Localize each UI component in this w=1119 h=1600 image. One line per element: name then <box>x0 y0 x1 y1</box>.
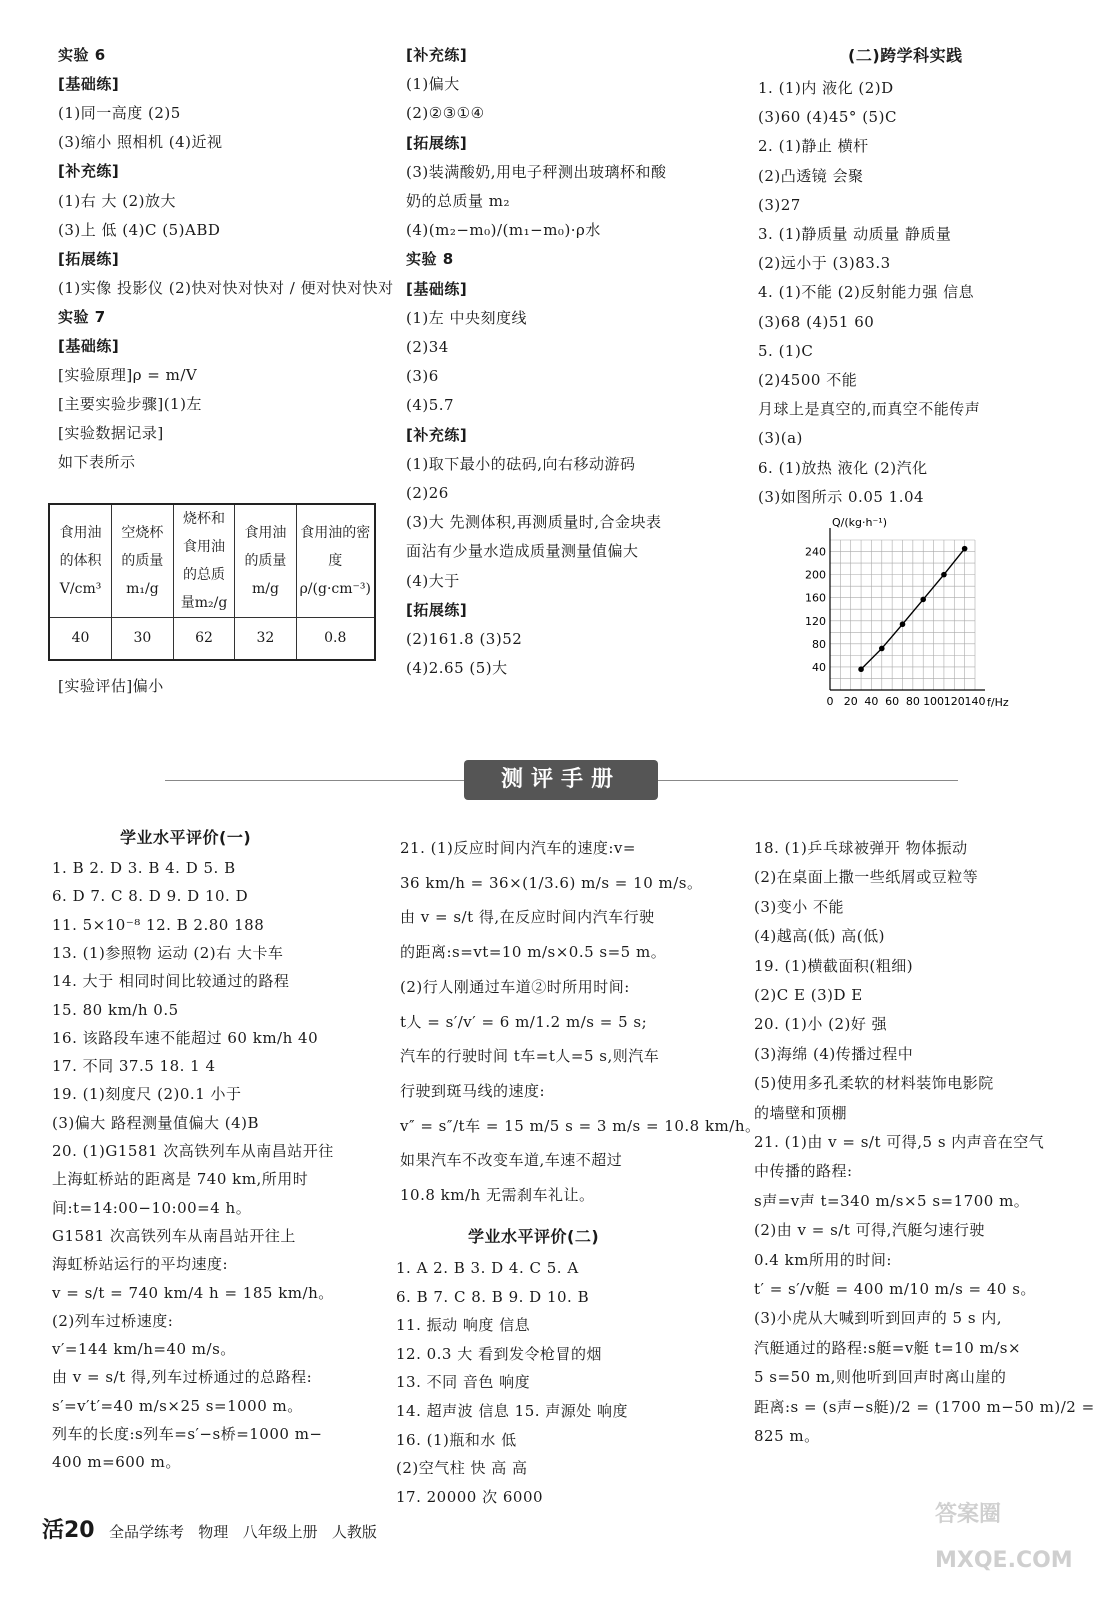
x-axis-label: f/Hz <box>987 696 1009 709</box>
x-tick-label: 140 <box>964 695 986 708</box>
answer-line: (4)大于 <box>406 571 460 590</box>
answer-line: 月球上是真空的,而真空不能传声 <box>758 400 981 419</box>
answer-line: (2)26 <box>406 484 449 502</box>
answer-line: (1)右 大 (2)放大 <box>58 191 177 210</box>
footer-grade: 八年级上册 <box>242 1523 318 1541</box>
answer-line: (3)变小 不能 <box>754 897 845 916</box>
answer-line: (3)缩小 照相机 (4)近视 <box>58 133 223 152</box>
y-tick-label: 120 <box>805 614 826 628</box>
answer-line: 4. (1)不能 (2)反射能力强 信息 <box>758 283 975 302</box>
answer-line: t人 = s′/v′ = 6 m/1.2 m/s = 5 s; <box>400 1012 648 1031</box>
answer-line: (2)由 v = s/t 可得,汽艇匀速行驶 <box>754 1221 985 1240</box>
answer-line: (2)凸透镜 会聚 <box>758 166 864 185</box>
answer-line: [实验原理]ρ = m/V <box>58 366 198 385</box>
answer-line: (1)偏大 <box>406 75 460 94</box>
footer-edition: 人教版 <box>331 1523 377 1541</box>
x-tick-label: 80 <box>905 695 920 708</box>
answer-line: v′=144 km/h=40 m/s。 <box>52 1340 236 1359</box>
y-tick-label: 200 <box>805 568 826 582</box>
answer-line: [拓展练] <box>58 249 120 268</box>
answer-line: 由 v = s/t 得,在反应时间内汽车行驶 <box>400 908 655 927</box>
answer-line: 20. (1)小 (2)好 强 <box>754 1015 888 1034</box>
answer-line: (2)列车过桥速度: <box>52 1311 174 1330</box>
eval2-title: 学业水平评价(二) <box>468 1227 600 1246</box>
answer-line: 的距离:s=vt=10 m/s×0.5 s=5 m。 <box>400 943 667 962</box>
answer-line: 6. B 7. C 8. B 9. D 10. B <box>396 1287 590 1306</box>
answer-line: 19. (1)刻度尺 (2)0.1 小于 <box>52 1085 242 1104</box>
answer-line: [补充练] <box>406 46 468 64</box>
y-tick-label: 160 <box>805 591 826 605</box>
answer-line: 由 v = s/t 得,列车过桥通过的总路程: <box>52 1368 313 1387</box>
answer-line: 11. 5×10⁻⁸ 12. B 2.80 188 <box>52 915 265 934</box>
answer-line: 36 km/h = 36×(1/3.6) m/s = 10 m/s。 <box>400 873 703 892</box>
answer-line: (4)2.65 (5)大 <box>406 659 508 678</box>
x-tick-label: 100 <box>923 695 945 708</box>
answer-line: 距离:s = (s声−s艇)/2 = (1700 m−50 m)/2 = <box>754 1397 1095 1416</box>
answer-line: 行驶到斑马线的速度: <box>400 1081 546 1100</box>
data-table <box>48 503 376 661</box>
answer-line: [拓展练] <box>406 133 468 152</box>
answer-line: v = s/t = 740 km/4 h = 185 km/h。 <box>52 1283 334 1302</box>
answer-line: (3)6 <box>406 367 439 386</box>
answer-line: 16. 该路段车速不能超过 60 km/h 40 <box>52 1028 319 1047</box>
divider-right <box>658 780 958 781</box>
answer-line: (3)偏大 路程测量值偏大 (4)B <box>52 1113 260 1132</box>
answer-line: [基础练] <box>406 279 468 298</box>
answer-line: (2)②③①④ <box>406 104 485 123</box>
table-header: 空烧杯的质量m₁/g <box>112 504 174 618</box>
data-point <box>920 597 926 603</box>
data-point <box>879 646 885 652</box>
answer-line: 10.8 km/h 无需刹车礼让。 <box>400 1186 595 1204</box>
answer-line: [拓展练] <box>406 600 468 619</box>
answer-line: 实验 7 <box>58 307 106 326</box>
answer-line: t′ = s′/v艇 = 400 m/10 m/s = 40 s。 <box>754 1280 1036 1298</box>
divider-left <box>165 780 464 781</box>
answer-line: (3)60 (4)45° (5)C <box>758 108 897 127</box>
answer-line: 825 m。 <box>754 1427 820 1445</box>
answer-line: (2)空气柱 快 高 高 <box>396 1459 528 1478</box>
y-tick-label: 80 <box>812 637 826 651</box>
answer-line: 2. (1)静止 横杆 <box>758 137 869 156</box>
answer-line: 13. 不同 音色 响度 <box>396 1373 531 1392</box>
answer-line: (3)上 低 (4)C (5)ABD <box>58 220 221 239</box>
answer-line: (2)34 <box>406 338 449 356</box>
answer-line: s′=v′t′=40 m/s×25 s=1000 m。 <box>52 1396 303 1415</box>
answer-line: (3)大 先测体积,再测质量时,合金块表 <box>406 513 662 532</box>
answer-line: 21. (1)由 v = s/t 可得,5 s 内声音在空气 <box>754 1133 1045 1151</box>
answer-line: [补充练] <box>406 425 468 444</box>
answer-line: 21. (1)反应时间内汽车的速度:v= <box>400 839 636 857</box>
answer-line: 1. A 2. B 3. D 4. C 5. A <box>396 1259 579 1277</box>
answer-line: [主要实验步骤](1)左 <box>58 395 202 414</box>
answer-line: 中传播的路程: <box>754 1162 853 1181</box>
x-tick-label: 0 <box>826 695 834 708</box>
x-tick-label: 40 <box>864 695 879 708</box>
answer-line: (5)使用多孔柔软的材料装饰电影院 <box>754 1074 994 1093</box>
answer-line: (3)68 (4)51 60 <box>758 312 875 331</box>
answer-line: (2)4500 不能 <box>758 371 858 389</box>
answer-line: G1581 次高铁列车从南昌站开往上 <box>52 1226 296 1245</box>
answer-line: 12. 0.3 大 看到发令枪冒的烟 <box>396 1344 603 1363</box>
data-point <box>941 572 947 578</box>
answer-line: 汽艇通过的路程:s艇=v艇 t=10 m/s× <box>754 1338 1022 1357</box>
answer-line: s声=v声 t=340 m/s×5 s=1700 m。 <box>754 1191 1030 1210</box>
answer-line: 面沾有少量水造成质量测量值偏大 <box>406 542 639 561</box>
answer-line: 5. (1)C <box>758 341 814 360</box>
answer-line: [实验数据记录] <box>58 424 164 443</box>
answer-line: (1)同一高度 (2)5 <box>58 104 181 123</box>
x-tick-label: 20 <box>843 695 858 708</box>
footer <box>42 1513 377 1544</box>
answer-line: 5 s=50 m,则他听到回声时离山崖的 <box>754 1368 1007 1387</box>
answer-line: (1)实像 投影仪 (2)快对快对快对 / 便对快对快对 <box>58 278 394 297</box>
answer-line: v″ = s″/t车 = 15 m/5 s = 3 m/s = 10.8 km/h。 <box>400 1116 761 1135</box>
section-title-interdisciplinary: (二)跨学科实践 <box>848 46 963 65</box>
answer-line: (4)(m₂−m₀)/(m₁−m₀)·ρ水 <box>406 221 601 240</box>
table-cell: 32 <box>235 618 296 661</box>
answer-line: 奶的总质量 m₂ <box>406 192 511 210</box>
answer-line: (3)小虎从大喊到听到回声的 5 s 内, <box>754 1309 1003 1328</box>
answer-line: (3)如图所示 0.05 1.04 <box>758 487 925 506</box>
experiment-evaluation: [实验评估]偏小 <box>58 677 164 695</box>
eval1-title: 学业水平评价(一) <box>120 828 252 847</box>
answer-line: (4)5.7 <box>406 396 455 415</box>
answer-line: 列车的长度:s列车=s′−s桥=1000 m− <box>52 1425 323 1443</box>
answer-line: 的墙壁和顶棚 <box>754 1103 848 1122</box>
answer-line: (2)161.8 (3)52 <box>406 630 523 648</box>
answer-line: 17. 20000 次 6000 <box>396 1487 544 1506</box>
answer-line: 海虹桥站运行的平均速度: <box>52 1255 229 1274</box>
answer-line: 如下表所示 <box>58 453 136 472</box>
answer-line: [补充练] <box>58 162 120 181</box>
watermark-logo: 答案圈 MXQE.COM <box>935 1502 1073 1573</box>
table-cell: 40 <box>49 618 112 661</box>
answer-line: (2)远小于 (3)83.3 <box>758 254 891 273</box>
answer-line: 15. 80 km/h 0.5 <box>52 1000 179 1019</box>
answer-line: (3)装满酸奶,用电子秤测出玻璃杯和酸 <box>406 162 667 181</box>
answer-line: (1)左 中央刻度线 <box>406 308 528 327</box>
footer-book: 全品学练考 <box>108 1523 184 1541</box>
answer-line: 0.4 km所用的时间: <box>754 1250 892 1269</box>
answer-line: (3)海绵 (4)传播过程中 <box>754 1044 914 1063</box>
answer-line: (2)行人刚通过车道②时所用时间: <box>400 977 630 996</box>
data-point <box>962 546 968 552</box>
data-point <box>858 666 864 672</box>
answer-line: 汽车的行驶时间 t车=t人=5 s,则汽车 <box>400 1047 660 1066</box>
answer-line: (4)越高(低) 高(低) <box>754 927 885 946</box>
y-tick-label: 240 <box>805 545 826 559</box>
q-f-chart <box>790 515 1030 715</box>
answer-line: 11. 振动 响度 信息 <box>396 1316 531 1335</box>
answer-line: 400 m=600 m。 <box>52 1453 181 1472</box>
answer-line: 3. (1)静质量 动质量 静质量 <box>758 225 952 243</box>
answer-line: 18. (1)乒乓球被弹开 物体振动 <box>754 839 968 857</box>
answer-line: [基础练] <box>58 75 120 94</box>
banner-assessment-handbook: 测评手册 <box>464 760 658 800</box>
answer-line: 实验 8 <box>406 250 454 269</box>
answer-line: 16. (1)瓶和水 低 <box>396 1430 517 1449</box>
answer-line: (3)27 <box>758 195 801 214</box>
answer-line: 6. (1)放热 液化 (2)汽化 <box>758 458 928 477</box>
answer-line: 1. (1)内 液化 (2)D <box>758 79 894 97</box>
table-header: 烧杯和食用油的总质量m₂/g <box>173 504 235 618</box>
x-tick-label: 60 <box>885 695 900 708</box>
y-axis-label: Q/(kg·h⁻¹) <box>832 516 887 529</box>
answer-line: 14. 大于 相同时间比较通过的路程 <box>52 972 290 991</box>
answer-line: 上海虹桥站的距离是 740 km,所用时 <box>52 1170 309 1189</box>
x-tick-label: 120 <box>943 695 965 708</box>
table-cell: 30 <box>112 618 174 661</box>
answer-line: 14. 超声波 信息 15. 声源处 响度 <box>396 1402 629 1420</box>
table-header: 食用油的密度ρ/(g·cm⁻³) <box>296 504 375 618</box>
y-tick-label: 40 <box>812 660 826 674</box>
answer-line: 20. (1)G1581 次高铁列车从南昌站开往 <box>52 1142 334 1160</box>
answer-line: [基础练] <box>58 337 120 355</box>
table-cell: 0.8 <box>296 618 375 661</box>
table-header: 食用油的质量m/g <box>235 504 296 618</box>
answer-line: 间:t=14:00−10:00=4 h。 <box>52 1198 252 1217</box>
answer-line: 13. (1)参照物 运动 (2)右 大卡车 <box>52 943 284 962</box>
page-number: 活20 <box>42 1518 95 1543</box>
answer-line: 17. 不同 37.5 18. 1 4 <box>52 1057 216 1076</box>
answer-line: 1. B 2. D 3. B 4. D 5. B <box>52 859 236 877</box>
data-point <box>900 621 906 627</box>
answer-line: 19. (1)横截面积(粗细) <box>754 956 914 975</box>
answer-line: (3)(a) <box>758 429 803 448</box>
answer-line: 实验 6 <box>58 46 106 64</box>
answer-line: (1)取下最小的砝码,向右移动游码 <box>406 454 636 473</box>
answer-line: (2)在桌面上撒一些纸屑或豆粒等 <box>754 868 979 887</box>
table-header: 食用油的体积V/cm³ <box>49 504 112 618</box>
footer-subject: 物理 <box>198 1523 229 1541</box>
answer-line: 如果汽车不改变车道,车速不超过 <box>400 1151 623 1170</box>
answer-line: (2)C E (3)D E <box>754 986 863 1004</box>
table-cell: 62 <box>173 618 235 661</box>
answer-line: 6. D 7. C 8. D 9. D 10. D <box>52 887 249 906</box>
